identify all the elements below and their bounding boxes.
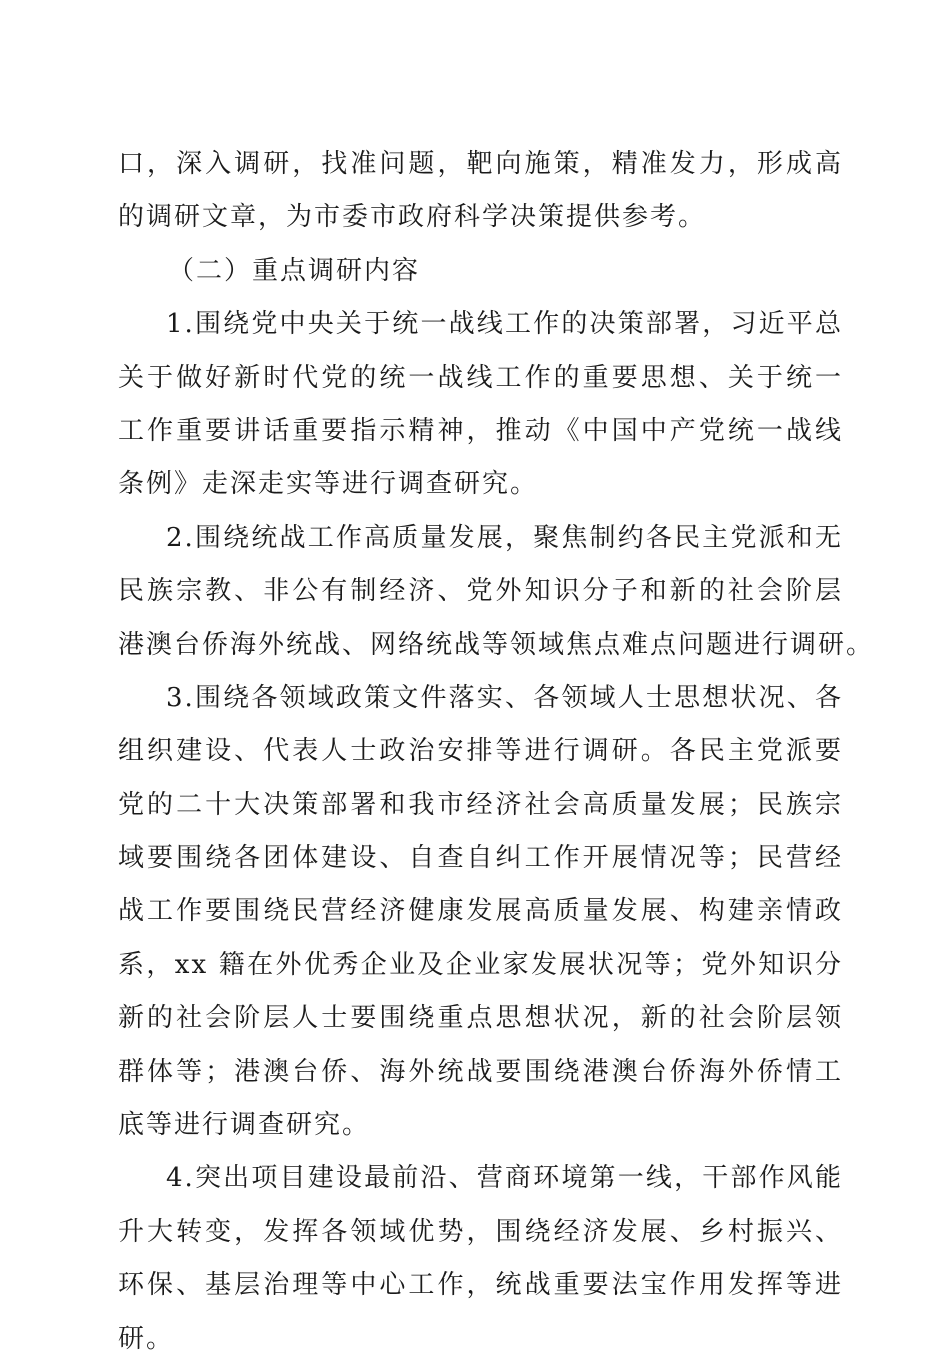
paragraph-line: 研。 [118, 1323, 175, 1354]
paragraph-line: 环保、基层治理等中心工作，统战重要法宝作用发挥等进 [118, 1270, 843, 1301]
paragraph-intro [118, 138, 843, 245]
paragraph-line: 口，深入调研，找准问题，靶向施策，精准发力，形成高 [118, 149, 843, 179]
paragraph-line: 域要围绕各团体建设、自查自纠工作开展情况等；民营经 [118, 843, 843, 874]
section-heading: （二）重点调研内容 [168, 255, 421, 286]
paragraph-line: 组织建设、代表人士政治安排等进行调研。各民主党派要 [118, 736, 843, 767]
paragraph-line: 3.围绕各领域政策文件落实、各领域人士思想状况、各 [166, 682, 843, 713]
paragraph-line: 升大转变，发挥各领域优势，围绕经济发展、乡村振兴、 [118, 1216, 843, 1247]
paragraph-line: 1.围绕党中央关于统一战线工作的决策部署，习近平总 [166, 309, 843, 340]
paragraph-line: 的调研文章，为市委市政府科学决策提供参考。 [118, 202, 707, 233]
paragraph-line: 党的二十大决策部署和我市经济社会高质量发展；民族宗 [118, 789, 843, 820]
paragraph-line: 条例》走深走实等进行调查研究。 [118, 469, 539, 500]
paragraph-line: 港澳台侨海外统战、网络统战等领域焦点难点问题进行调研。 [118, 629, 875, 660]
paragraph-line: 关于做好新时代党的统一战线工作的重要思想、关于统一 [118, 362, 843, 393]
paragraph-line: 民族宗教、非公有制经济、党外知识分子和新的社会阶层 [118, 576, 843, 607]
list-item-4 [118, 1152, 843, 1366]
list-item-2 [118, 512, 875, 672]
paragraph-line: 战工作要围绕民营经济健康发展高质量发展、构建亲情政 [118, 896, 843, 927]
paragraph-line: 新的社会阶层人士要围绕重点思想状况，新的社会阶层领 [118, 1003, 843, 1034]
paragraph-line: 工作重要讲话重要指示精神，推动《中国中产党统一战线 [118, 415, 843, 446]
paragraph-line: 系，xx 籍在外优秀企业及企业家发展状况等；党外知识分 [118, 949, 843, 980]
paragraph-line: 底等进行调查研究。 [118, 1110, 371, 1141]
paragraph-line: 4.突出项目建设最前沿、营商环境第一线，干部作风能 [166, 1163, 843, 1194]
paragraph-line: 2.围绕统战工作高质量发展，聚焦制约各民主党派和无 [166, 522, 843, 553]
paragraph-line: 群体等；港澳台侨、海外统战要围绕港澳台侨海外侨情工 [118, 1056, 843, 1087]
list-item-3 [118, 672, 843, 1153]
document-body [118, 138, 875, 1366]
list-item-1 [118, 298, 843, 512]
